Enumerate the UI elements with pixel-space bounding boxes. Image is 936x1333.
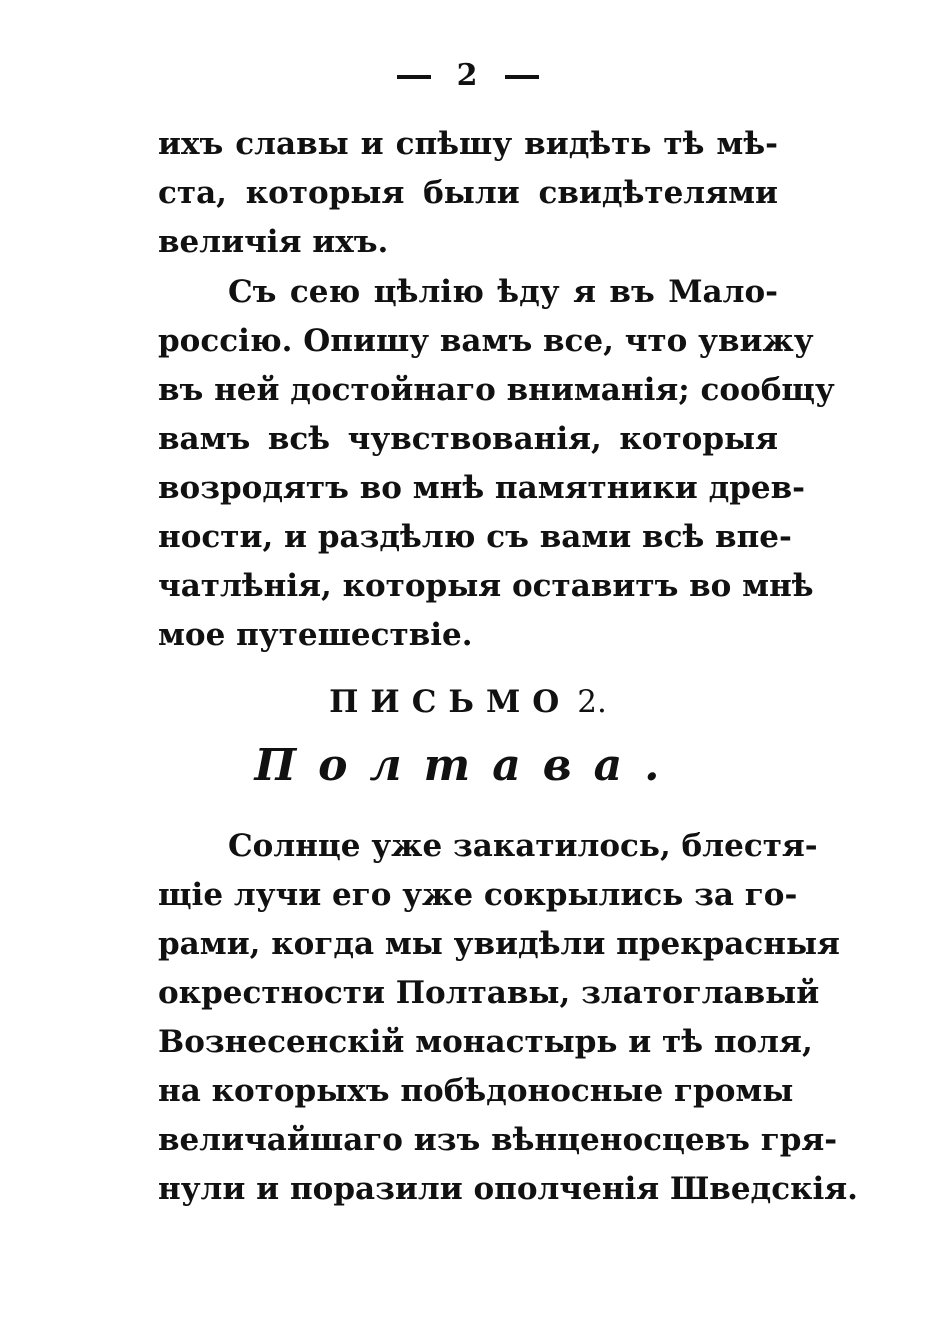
text-line: въ ней достойнаго вниманія; сообщу [158, 372, 835, 408]
text-line: вамъ всѣ чувствованія, которыя [158, 421, 778, 457]
text-line: Вознесенскій монастырь и тѣ поля, [158, 1024, 813, 1060]
header-dash-left [397, 75, 431, 79]
text-line: россію. Опишу вамъ все, что увижу [158, 323, 814, 359]
text-line: щіе лучи его уже сокрылись за го- [158, 877, 798, 913]
paragraph-poltava [158, 822, 858, 1214]
text-line: Съ сею цѣлію ѣду я въ Мало- [228, 274, 778, 310]
text-line: рами, когда мы увидѣли прекрасныя [158, 926, 840, 962]
text-line: величія ихъ. [158, 224, 389, 260]
text-line: ихъ славы и спѣшу видѣть тѣ мѣ- [158, 126, 778, 162]
text-line: ста, которыя были свидѣтелями [158, 175, 778, 211]
text-line: чатлѣнія, которыя оставитъ во мнѣ [158, 568, 814, 604]
text-line: окрестности Полтавы, златоглавый [158, 975, 820, 1011]
place-heading: Полтава. [254, 740, 682, 791]
letter-heading-number: 2. [577, 684, 607, 720]
header-dash-right [505, 75, 539, 79]
text-line: величайшаго изъ вѣнценосцевъ гря- [158, 1122, 838, 1158]
text-line: мое путешествіе. [158, 617, 473, 653]
page-header [0, 58, 936, 93]
letter-heading-label: ПИСЬМО [329, 684, 572, 720]
text-line: нули и поразили ополченія Шведскія. [158, 1171, 858, 1207]
text-line: Солнце уже закатилось, блестя- [228, 828, 818, 864]
paragraph-intro [158, 268, 835, 660]
text-line: возродятъ во мнѣ памятники древ- [158, 470, 806, 506]
text-line: на которыхъ побѣдоносные громы [158, 1073, 794, 1109]
letter-heading [0, 684, 936, 720]
paragraph-continuation [158, 120, 778, 267]
text-line: ности, и раздѣлю съ вами всѣ впе- [158, 519, 792, 555]
page-number: 2 [456, 58, 480, 93]
